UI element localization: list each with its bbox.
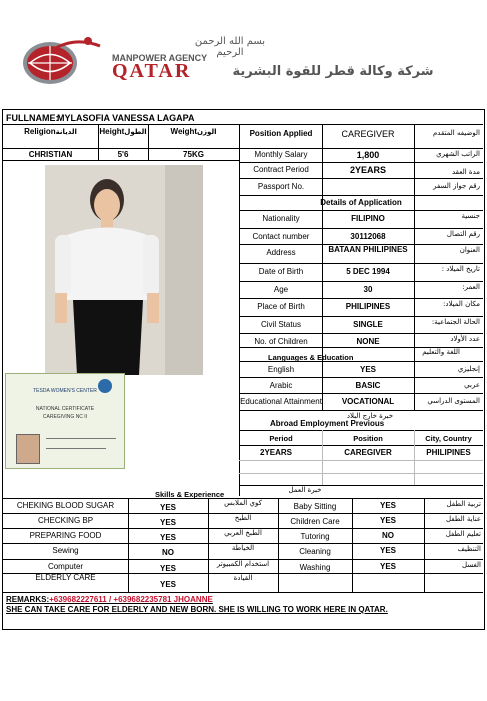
detail-label: Address bbox=[266, 248, 296, 257]
row-line bbox=[239, 316, 483, 317]
detail-value: NONE bbox=[356, 337, 380, 346]
detail-label: No. of Children bbox=[254, 337, 308, 346]
header-arabic-name: شركة وكالة قطر للقوة البشرية bbox=[232, 64, 434, 79]
row-line bbox=[239, 298, 483, 299]
detail-label: Contact number bbox=[252, 232, 310, 241]
row-line bbox=[239, 281, 483, 282]
detail-value: BATAAN PHILIPINES bbox=[328, 245, 408, 254]
detail-label: Date of Birth bbox=[258, 267, 304, 276]
language-value: VOCATIONAL bbox=[341, 397, 395, 406]
row-line bbox=[239, 228, 483, 229]
skill-left-label: Sewing bbox=[52, 546, 79, 555]
height-header bbox=[98, 127, 148, 136]
detail-label-ar: تاريخ الميلاد : bbox=[441, 265, 480, 273]
religion-value: CHRISTIAN bbox=[28, 150, 73, 159]
detail-label-ar: جنسية bbox=[461, 212, 480, 220]
certificate-photo bbox=[16, 434, 40, 464]
detail-label-ar: رقم التصال bbox=[446, 230, 480, 238]
languages-title: Languages & Education bbox=[268, 353, 354, 362]
religion-label: Religion bbox=[24, 127, 56, 136]
skill-left-value: YES bbox=[159, 533, 176, 542]
height-value: 5'6 bbox=[117, 150, 129, 159]
skill-right-label: Children Care bbox=[290, 517, 340, 526]
header-basmala: بسم الله الرحمن الرحيم bbox=[194, 36, 266, 58]
detail-value: PHILIPINES bbox=[345, 302, 391, 311]
abroad-position: CAREGIVER bbox=[344, 448, 392, 457]
weight-label: Weight bbox=[170, 127, 198, 136]
agency-logo bbox=[20, 36, 108, 86]
contract-label-ar: مدة العقد bbox=[452, 168, 480, 176]
row-line bbox=[239, 263, 483, 264]
position-value: CAREGIVER bbox=[341, 129, 395, 139]
skill-right-ar: عناية الطفل bbox=[445, 515, 481, 523]
language-label-ar: المستوى الدراسي bbox=[427, 397, 480, 405]
skill-mid-ar: القيادة bbox=[233, 574, 253, 582]
skill-left-value: YES bbox=[159, 518, 176, 527]
skill-right-value: YES bbox=[379, 546, 396, 555]
detail-label: Age bbox=[273, 285, 289, 294]
certificate-line1: NATIONAL CERTIFICATE bbox=[35, 406, 95, 412]
skill-left-value: YES bbox=[159, 503, 176, 512]
header-agency-small: MANPOWER AGENCY bbox=[112, 53, 208, 63]
detail-label-ar: مكان الميلاد: bbox=[442, 300, 480, 308]
col-line bbox=[414, 361, 415, 410]
fullname-label: FULLNAME: bbox=[6, 113, 59, 123]
abroad-header-position: Position bbox=[353, 434, 383, 443]
salary-value: 1,800 bbox=[356, 150, 380, 160]
detail-value: 30112068 bbox=[350, 232, 386, 241]
skills-title: Skills & Experience bbox=[155, 490, 225, 499]
skill-right-ar: تعليم الطفل bbox=[445, 530, 481, 538]
skill-left-label: CHECKING BP bbox=[37, 516, 94, 525]
skill-left-value: YES bbox=[159, 580, 176, 589]
abroad-header-period: Period bbox=[269, 434, 293, 443]
skill-right-ar: الغسل bbox=[461, 561, 481, 569]
certificate-image bbox=[5, 373, 125, 469]
position-label: Position Applied bbox=[249, 129, 313, 138]
skill-left-label: Computer bbox=[47, 562, 84, 571]
skill-mid-ar: استخدام الكمبيوتر bbox=[216, 560, 270, 568]
detail-value: 30 bbox=[363, 285, 373, 294]
weight-header bbox=[148, 127, 239, 136]
position-label-ar: الوضيفه المتقدم bbox=[432, 129, 480, 137]
weight-label-ar: الوزن bbox=[197, 128, 217, 136]
remarks-label: REMARKS: bbox=[6, 595, 50, 604]
weight-value: 75KG bbox=[183, 150, 204, 159]
detail-label-ar: عدد الأولاد bbox=[450, 335, 480, 343]
detail-label-ar: العنوان bbox=[459, 246, 480, 254]
applicant-photo bbox=[45, 165, 203, 375]
col-line bbox=[322, 361, 323, 410]
skill-left-label: CHEKING BLOOD SUGAR bbox=[16, 501, 115, 510]
contract-value: 2YEARS bbox=[349, 165, 386, 175]
salary-label: Monthly Salary bbox=[254, 150, 308, 159]
passport-label-ar: رقم جواز السفر bbox=[433, 182, 480, 190]
language-label: Educational Attainment bbox=[240, 397, 322, 406]
height-label-ar: الطول bbox=[124, 128, 147, 136]
language-value: YES bbox=[359, 365, 376, 374]
detail-value: SINGLE bbox=[353, 320, 383, 329]
abroad-period: 2YEARS bbox=[260, 448, 293, 457]
skill-right-ar: تربية الطفل bbox=[446, 500, 481, 508]
skill-left-label: PREPARING FOOD bbox=[29, 531, 102, 540]
religion-label-ar: الديانة bbox=[55, 128, 77, 136]
header-agency-big: QATAR bbox=[112, 60, 192, 82]
abroad-header-country: City, Country bbox=[425, 434, 472, 443]
skill-left-value: NO bbox=[162, 548, 174, 557]
passport-label: Passport No. bbox=[257, 182, 305, 191]
skill-left-label: ELDERLY CARE bbox=[35, 573, 96, 582]
language-label: Arabic bbox=[269, 381, 293, 390]
detail-label: Civil Status bbox=[260, 320, 301, 329]
abroad-title-ar: خبرة خارج البلاد bbox=[346, 412, 394, 420]
details-title: Details of Application bbox=[320, 198, 402, 207]
skill-right-label: Baby Sitting bbox=[293, 502, 337, 511]
religion-header bbox=[3, 127, 98, 136]
row-line bbox=[239, 377, 483, 378]
skill-left-value: YES bbox=[159, 564, 176, 573]
detail-label-ar: الحالة الجتماعية: bbox=[431, 318, 480, 326]
certificate-seal-icon bbox=[98, 379, 112, 393]
skill-right-label: Tutoring bbox=[300, 532, 330, 541]
certificate-title: TESDA WOMEN'S CENTER bbox=[33, 388, 97, 394]
skill-mid-ar: كوي الملابس bbox=[224, 499, 262, 507]
skill-right-ar: التنظيف bbox=[457, 545, 481, 553]
remarks-contacts: +639682227611 / +639682235781 JHOANNE bbox=[49, 595, 213, 604]
skill-right-label: Cleaning bbox=[299, 547, 331, 556]
skills-title-ar: خبرة العمل bbox=[288, 486, 322, 494]
detail-label: Place of Birth bbox=[257, 302, 305, 311]
detail-label-ar: العمر: bbox=[462, 283, 480, 291]
contract-label: Contract Period bbox=[253, 165, 309, 174]
detail-value: FILIPINO bbox=[351, 214, 385, 223]
language-label: English bbox=[267, 365, 295, 374]
language-label-ar: إنجليزي bbox=[457, 365, 480, 373]
remarks-text: SHE CAN TAKE CARE FOR ELDERLY AND NEW BORN. SHE IS WILLING TO WORK HERE IN QATAR. bbox=[6, 605, 388, 614]
skill-mid-ar: الطبخ bbox=[234, 514, 252, 522]
certificate-line2: CAREGIVING NC II bbox=[42, 414, 88, 420]
fullname-value: MYLASOFIA VANESSA LAGAPA bbox=[57, 113, 195, 123]
row-line bbox=[239, 333, 483, 334]
language-value: BASIC bbox=[355, 381, 381, 390]
detail-label: Nationality bbox=[262, 214, 300, 223]
remarks bbox=[6, 595, 213, 604]
row-line bbox=[239, 393, 483, 394]
skill-right-label: Washing bbox=[299, 563, 331, 572]
height-label: Height bbox=[99, 127, 125, 136]
language-label-ar: عربي bbox=[464, 381, 480, 389]
abroad-country: PHILIPINES bbox=[426, 448, 471, 457]
skill-mid-ar: الخياطة bbox=[231, 544, 255, 552]
skill-right-value: YES bbox=[379, 562, 396, 571]
languages-title-ar: اللغة والتعليم bbox=[422, 348, 460, 356]
skill-right-value: YES bbox=[379, 516, 396, 525]
skill-right-value: YES bbox=[379, 501, 396, 510]
salary-label-ar: الراتب الشهري bbox=[436, 150, 480, 158]
row-line bbox=[239, 410, 483, 411]
skill-right-value: NO bbox=[382, 531, 394, 540]
abroad-title: Abroad Employment Previous bbox=[270, 419, 385, 428]
detail-value: 5 DEC 1994 bbox=[346, 267, 390, 276]
skill-mid-ar: الطبخ العربي bbox=[224, 529, 262, 537]
